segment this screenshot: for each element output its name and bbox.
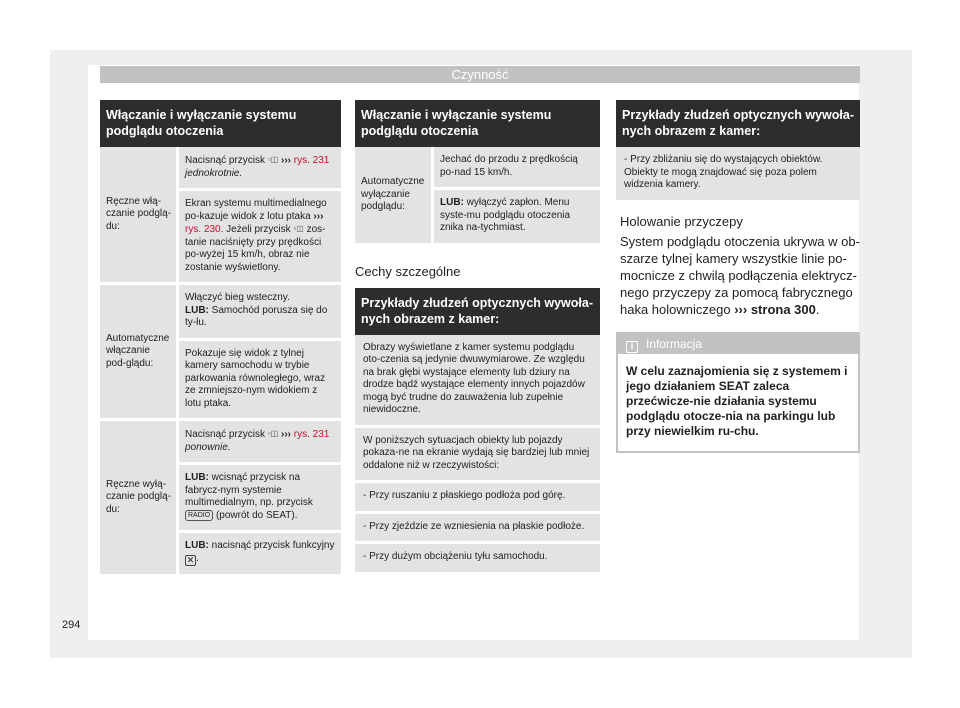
table-cell: LUB: wyłączyć zapłon. Menu syste-mu podglądu otoczenia znika na-tychmiast.	[431, 190, 600, 246]
control-table	[100, 147, 341, 577]
row-label: Automatyczne wyłączanie podglądu:	[355, 147, 431, 246]
illusions-heading: Przykłady złudzeń optycznych wywoła-nych obrazem z kamer:	[355, 288, 600, 335]
info-box	[616, 332, 860, 453]
control-table	[355, 147, 600, 246]
table-cell: Nacisnąć przycisk ▫◫ ››› rys. 231 jednokrotnie.	[176, 147, 341, 191]
list-item: - Przy ruszaniu z płaskiego podłoża pod górę.	[355, 483, 600, 511]
figure-reference: rys. 231	[293, 429, 330, 440]
section-title: Cechy szczególne	[355, 263, 461, 279]
column-3	[616, 100, 860, 453]
table-cell: Jechać do przodu z prędkością po-nad 15 km/h.	[431, 147, 600, 190]
page-reference: strona 300	[750, 301, 816, 317]
figure-reference: rys. 231	[293, 155, 330, 166]
table-cell: Ekran systemu multimedialnego po-kazuje widok z lotu ptaka ››› rys. 230. Jeżeli przycisk ▫◫ zos-tanie naciśnięty przy prędkości po-wyżej 15 km/h, obraz nie zostanie wyświetlony.	[176, 191, 341, 285]
list-item: - Przy zbliżaniu się do wystających obiektów. Obiekty te mogą znajdować się poza polem widzenia kamery.	[616, 147, 860, 200]
towing-text: System podglądu otoczenia ukrywa w ob-szarze tylnej kamery wszystkie linie po-mocnicze z chwilą podłączenia elektrycz-nego przyczepy za pomocą fabrycznego haka holowniczego ››› strona 300.	[620, 233, 860, 317]
radio-button-badge: RADIO	[185, 510, 213, 521]
table-heading: Włączanie i wyłączanie systemu podglądu otoczenia	[100, 100, 341, 147]
column-1	[100, 100, 341, 577]
towing-title: Holowanie przyczepy	[620, 213, 743, 229]
column-2	[355, 100, 600, 575]
page-number: 294	[62, 619, 81, 631]
table-cell: Włączyć bieg wsteczny. LUB: Samochód porusza się do ty-łu.	[176, 285, 341, 341]
table-cell: LUB: wcisnąć przycisk na fabrycz-nym systemie multimedialnym, np. przycisk RADIO (powrót do SEAT).	[176, 465, 341, 533]
row-label: Ręczne wyłą-czanie podglą-du:	[100, 421, 176, 577]
illusions-heading: Przykłady złudzeń optycznych wywoła-nych obrazem z kamer:	[616, 100, 860, 147]
camera-button-icon: ▫◫	[267, 155, 279, 164]
table-cell: LUB: nacisnąć przycisk funkcyjny ✕ .	[176, 533, 341, 577]
list-item: - Przy zjeździe ze wzniesienia na płaskie podłoże.	[355, 514, 600, 542]
table-cell: Pokazuje się widok z tylnej kamery samochodu w trybie parkowania równoległego, wraz ze zmniejszo-nym widokiem z lotu ptaka.	[176, 341, 341, 422]
section-header: Czynność	[100, 66, 860, 83]
table-heading: Włączanie i wyłączanie systemu podglądu otoczenia	[355, 100, 600, 147]
camera-button-icon: ▫◫	[293, 224, 304, 233]
paragraph: W poniższych sytuacjach obiekty lub pojazdy pokaza-ne na ekranie wydają się bardziej lub mniej oddalone niż w rzeczywistości:	[355, 428, 600, 481]
info-header: i Informacja	[618, 334, 858, 354]
camera-button-icon: ▫◫	[267, 429, 279, 438]
table-cell: Nacisnąć przycisk ▫◫ ››› rys. 231 ponownie.	[176, 421, 341, 465]
row-label: Ręczne włą-czanie podglą-du:	[100, 147, 176, 285]
info-icon: i	[626, 341, 638, 353]
row-label: Automatyczne włączanie pod-glądu:	[100, 285, 176, 421]
figure-reference: rys. 230	[185, 224, 221, 235]
paragraph: Obrazy wyświetlane z kamer systemu podglądu oto-czenia są jedynie dwuwymiarowe. Ze względu na brak głębi wystające elementy lub dziury na drodze bądź wystające elementy innych pojazdów mogą być trudne do zauważenia lub zupełnie niewidoczne.	[355, 335, 600, 425]
x-function-key-icon: ✕	[186, 554, 195, 565]
list-item: - Przy dużym obciążeniu tyłu samochodu.	[355, 544, 600, 572]
info-text: W celu zaznajomienia się z systemem i jego działaniem SEAT zaleca przećwicze-nie działania systemu podglądu otocze-nia na parkingu lub przy niewielkim ru-chu.	[626, 363, 848, 438]
